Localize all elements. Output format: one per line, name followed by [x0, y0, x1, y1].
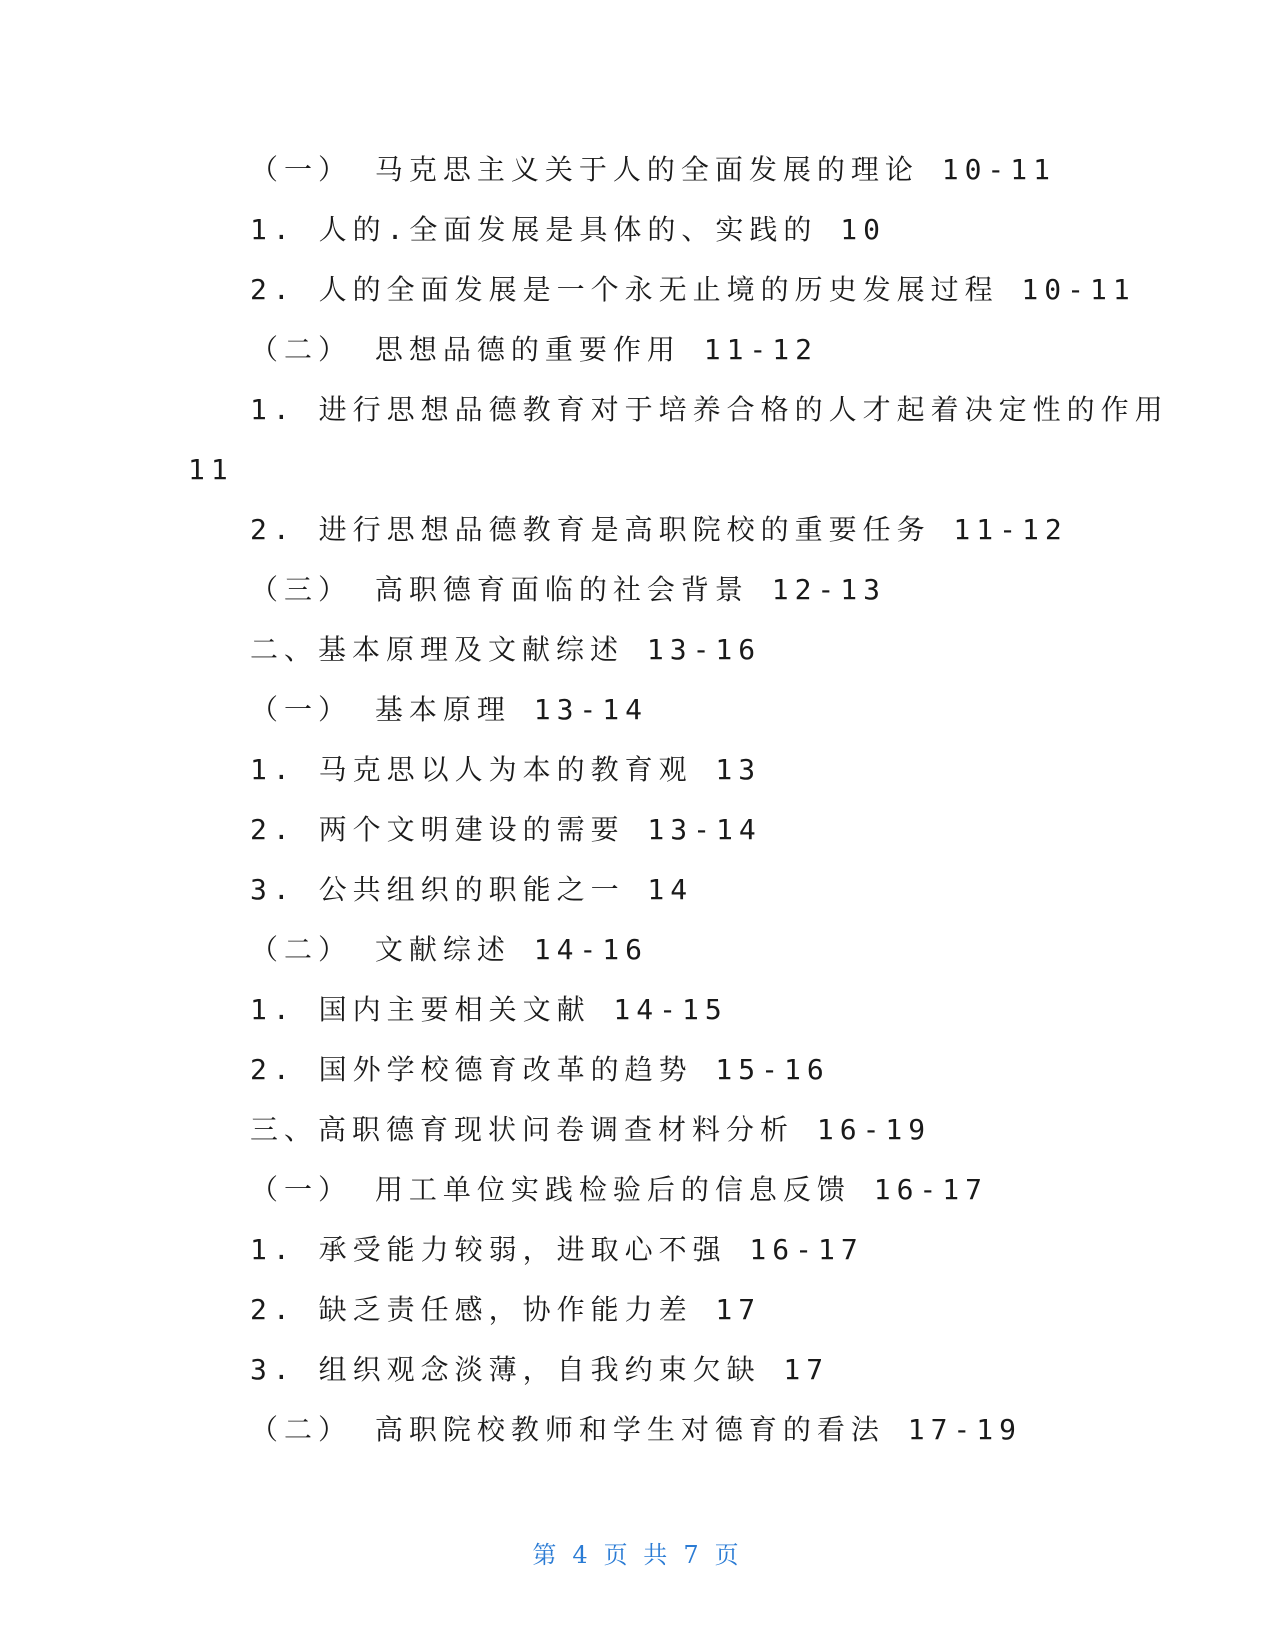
toc-item: 1. 人的.全面发展是具体的、实践的 10: [250, 213, 887, 246]
toc-section: 三、高职德育现状问卷调查材料分析 16-19: [250, 1113, 932, 1146]
toc-item: 3. 公共组织的职能之一 14: [250, 873, 694, 906]
footer-total-pages: 7: [683, 1541, 703, 1569]
toc-item: 2. 国外学校德育改革的趋势 15-16: [250, 1053, 830, 1086]
footer-page-number: 4: [572, 1541, 592, 1569]
footer-suffix: 页: [714, 1541, 743, 1569]
table-of-contents: [0, 140, 1275, 1460]
toc-item: 2. 进行思想品德教育是高职院校的重要任务 11-12: [250, 513, 1068, 546]
footer-mid: 页 共: [603, 1541, 672, 1569]
toc-item: 1. 进行思想品德教育对于培养合格的人才起着决定性的作用: [250, 393, 1169, 426]
toc-item-continuation: 11: [188, 453, 234, 486]
toc-item: 1. 国内主要相关文献 14-15: [250, 993, 728, 1026]
toc-subsection: （二） 高职院校教师和学生对德育的看法 17-19: [250, 1413, 1023, 1446]
toc-item: 2. 缺乏责任感，协作能力差 17: [250, 1293, 762, 1326]
toc-subsection: （一） 基本原理 13-14: [250, 693, 649, 726]
toc-item: 1. 马克思以人为本的教育观 13: [250, 753, 762, 786]
page-footer: [0, 1535, 1275, 1570]
toc-item: 2. 人的全面发展是一个永无止境的历史发展过程 10-11: [250, 273, 1136, 306]
toc-subsection: （一） 马克思主义关于人的全面发展的理论 10-11: [250, 153, 1057, 186]
toc-subsection: （二） 思想品德的重要作用 11-12: [250, 333, 819, 366]
toc-section: 二、基本原理及文献综述 13-16: [250, 633, 762, 666]
toc-item: 1. 承受能力较弱，进取心不强 16-17: [250, 1233, 864, 1266]
toc-subsection: （一） 用工单位实践检验后的信息反馈 16-17: [250, 1173, 989, 1206]
toc-item: 2. 两个文明建设的需要 13-14: [250, 813, 762, 846]
footer-prefix: 第: [532, 1541, 561, 1569]
toc-subsection: （三） 高职德育面临的社会背景 12-13: [250, 573, 887, 606]
toc-item: 3. 组织观念淡薄，自我约束欠缺 17: [250, 1353, 830, 1386]
toc-subsection: （二） 文献综述 14-16: [250, 933, 649, 966]
